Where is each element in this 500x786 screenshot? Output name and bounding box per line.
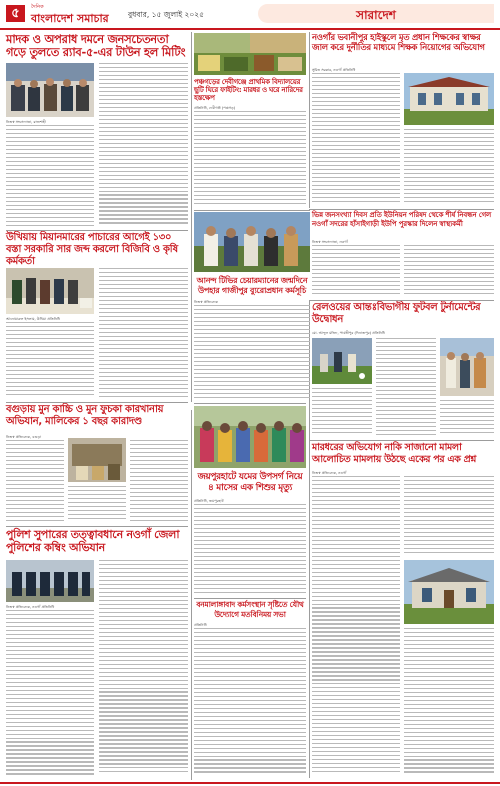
article-photo — [6, 63, 94, 117]
article-headline[interactable]: আনন্দ টিভির চেয়ারম্যানের জন্মদিনে উপহার গাজীপুর ব্যুরোপ্রধান কর্মসূচি — [196, 276, 308, 295]
rab-meeting-photo — [6, 63, 94, 117]
article-body — [68, 486, 126, 524]
article-headline[interactable]: পঞ্চগড়ের দেবীগঞ্জে প্রাথমিক বিদ্যালয়ের ছুটি ঘিরে ফাইটিং: মারধর ও ঘরে নারিদের হস্তক্ষেপ — [194, 78, 303, 103]
article-panchagarh — [194, 33, 306, 209]
article-body — [99, 63, 188, 229]
football-field-photo — [312, 338, 372, 384]
article-photo — [312, 338, 372, 384]
factory-raid-photo — [68, 438, 126, 482]
section-rule — [309, 209, 494, 210]
article-rab5-townhall — [6, 33, 188, 229]
article-headline[interactable]: মারধরের অভিযোগ নাকি সাজানো মামলা আলোচিত মামলায় উঠছে একের পর এক প্রশ্ন — [312, 442, 477, 465]
article-byline: নিজস্ব প্রতিবেদক, নওগাঁ — [312, 471, 347, 475]
masthead — [0, 0, 500, 30]
article-headline[interactable]: জয়পুরহাটে যমের উপসর্গ নিয়ে ৪ মাসের এক শিশুর মৃত্যু — [197, 472, 303, 493]
section-rule — [194, 598, 306, 599]
article-byline: নিজস্ব প্রতিবেদক, বগুড়া — [6, 435, 42, 439]
article-headline[interactable]: রেলওয়ের আন্তঃবিভাগীয় ফুটবল টুর্নামেন্টের উদ্বোধন — [312, 302, 481, 325]
article-byline: আনোয়ারুল ইসলাম, উখিয়া প্রতিনিধি — [6, 317, 60, 321]
article-body — [404, 245, 494, 299]
article-body — [404, 476, 494, 556]
article-body — [404, 628, 494, 778]
article-headline[interactable]: মাদক ও অপরাধ দমনে জনসচেতনতা গড়ে তুলতে র‍্যাব-৫-এর টাউন হল মিটিং — [6, 32, 186, 59]
column-divider — [191, 410, 192, 780]
column-divider — [191, 32, 192, 402]
article-byline: প্রতিনিধি, দেবীগঞ্জ (পঞ্চগড়) — [194, 106, 236, 110]
article-body — [194, 628, 306, 778]
article-bhabanipur-school — [312, 33, 494, 207]
article-ananda-tv — [194, 212, 310, 402]
article-photo — [404, 560, 494, 624]
article-body — [376, 338, 436, 438]
article-body — [6, 125, 94, 229]
article-railway-football — [312, 302, 494, 438]
article-body — [6, 322, 94, 400]
section-title-bar — [258, 4, 494, 23]
article-employment-seminar — [194, 600, 306, 778]
article-headline[interactable]: ভিন্ন জনসংখ্যা দিবস প্রতি ইউনিয়ন পরিষদ থেকে শীর্ষ নিবন্ধন গেল নওগাঁ সদরের হাঁসাইগাড়ী ইউপি পুরস্কার দিলেন স্বাস্থ্যকর্মী — [312, 210, 492, 228]
paper-name: বাংলাদেশ সমাচার — [31, 12, 109, 25]
article-photo — [440, 338, 494, 396]
article-body — [130, 440, 188, 524]
article-headline[interactable]: বনমালাঙ্গাবাদ কর্মসংস্থান সৃষ্টিতে যৌথ উদ্যোগে মতবিনিময় সভা — [196, 600, 304, 619]
article-photo — [194, 406, 306, 468]
article-photo — [404, 73, 494, 125]
article-joypurhat — [194, 406, 306, 596]
section-rule — [6, 402, 188, 403]
article-headline[interactable]: উখিয়ায় মিয়ানমারের পাচারের আগেই ১৩০ বস্তা সরকারি সার জব্দ করলো বিজিবি ও কৃষি কর্মকর্তা — [6, 232, 178, 267]
column-divider — [309, 32, 310, 208]
article-population-day — [312, 211, 494, 299]
article-headline[interactable]: বগুড়ায় মুন কাচ্চি ও মুন ফুচকা কারখানায় অভিযান, মালিকের ১ বছর কারাদণ্ড — [6, 404, 164, 427]
article-byline: নিজস্ব প্রতিবেদক, নওগাঁ প্রতিনিধি — [6, 605, 55, 609]
masthead-rule — [0, 28, 500, 30]
page-number: ৫ — [11, 6, 20, 21]
article-byline: মো. আব্দুল মজিদ, পার্বতীপুর (দিনাজপুর) প্রতিনিধি — [312, 331, 385, 335]
page-bottom-rule — [0, 782, 500, 784]
section-rule — [194, 403, 306, 404]
article-body — [99, 560, 188, 778]
article-body — [404, 129, 494, 207]
article-photo — [194, 212, 310, 272]
section-rule — [6, 230, 188, 231]
article-bogura-factory — [6, 404, 188, 524]
article-byline: সুমিত সরকার, নওগাঁ প্রতিনিধি — [312, 68, 356, 72]
article-body — [6, 610, 94, 778]
paper-logo — [31, 4, 123, 24]
article-police-combing — [6, 528, 188, 778]
market-photo — [194, 33, 306, 75]
article-ukhiya-fertilizer — [6, 232, 188, 400]
section-rule — [194, 210, 310, 211]
school-building-photo — [404, 73, 494, 125]
article-byline: প্রতিনিধি, জয়পুরহাট — [194, 499, 224, 503]
crowd-women-photo — [194, 406, 306, 468]
article-byline: নিজস্ব প্রতিবেদক — [194, 300, 218, 304]
article-photo — [6, 560, 94, 602]
issue-date: বুধবার, ১৫ জুলাই ২০২৫ — [128, 10, 204, 19]
article-photo — [6, 268, 94, 314]
ceremony-photo — [440, 338, 494, 396]
article-byline: নিজস্ব সংবাদদাতা, রাজশাহী — [6, 120, 46, 124]
section-title: সারাদেশ — [356, 8, 396, 22]
article-byline: নিজস্ব সংবাদদাতা, নওগাঁ — [312, 240, 348, 244]
article-body — [312, 476, 400, 778]
article-body — [312, 73, 400, 207]
police-team-photo — [6, 560, 94, 602]
article-photo — [194, 33, 306, 75]
article-body — [6, 440, 64, 524]
article-body — [312, 245, 400, 299]
article-byline: প্রতিনিধি — [194, 623, 207, 627]
article-naogaon-case — [312, 442, 494, 778]
seized-fertilizer-photo — [6, 268, 94, 314]
article-body — [194, 305, 310, 402]
article-headline[interactable]: নওগাঁর ভবানীপুর হাইস্কুলে মৃত প্রধান শিক্ষকের স্বাক্ষর জাল করে দুর্নীতির মাধ্যমে শিক্ষক নিয়োগের অভিযোগ — [312, 33, 485, 54]
article-headline[interactable]: পুলিশ সুপারের তত্ত্বাবধানে নওগাঁ জেলা পুলিশের কম্বিং অভিযান — [6, 528, 180, 554]
house-photo — [404, 560, 494, 624]
article-body — [440, 400, 494, 438]
page-number-box — [6, 5, 25, 22]
section-rule — [309, 300, 494, 301]
paper-small-label: দৈনিক — [31, 4, 44, 10]
article-body — [194, 111, 306, 209]
article-body — [194, 504, 306, 596]
article-body — [312, 388, 372, 438]
section-rule — [6, 526, 188, 527]
section-rule — [309, 440, 494, 441]
event-group-photo — [194, 212, 310, 272]
article-photo — [68, 438, 126, 482]
article-body — [99, 268, 188, 400]
